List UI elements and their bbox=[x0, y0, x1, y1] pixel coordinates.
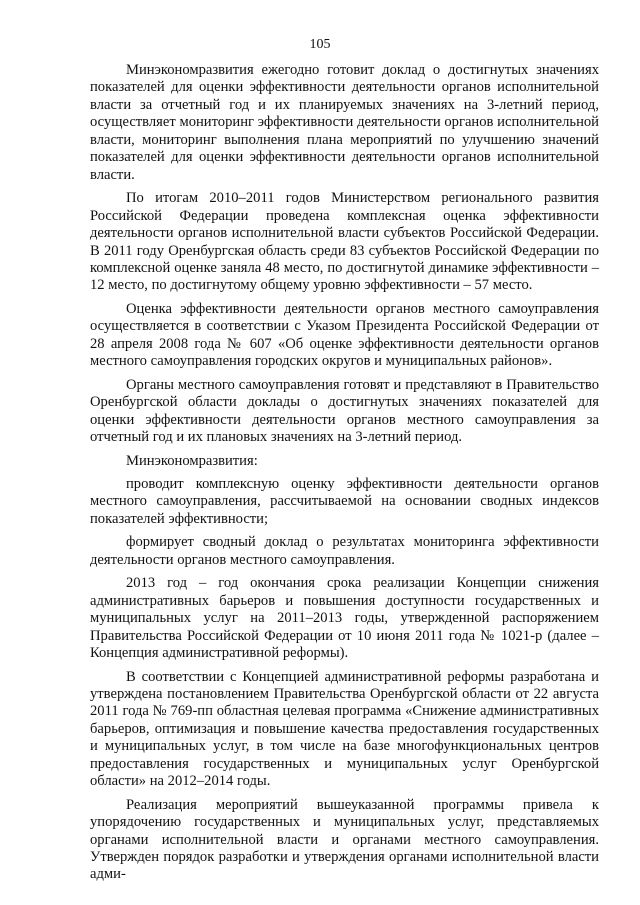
paragraph-ministry-heading: Минэкономразвития: bbox=[126, 452, 258, 469]
paragraph-comprehensive-assessment: проводит комплексную оценку эффективности деятельности органов местного самоуправления, рассчитываемой на основании сводных индексов показателей эффективности; bbox=[90, 475, 599, 527]
paragraph-summary-report: формирует сводный доклад о результатах мониторинга эффективности деятельности органов местного самоуправления. bbox=[90, 534, 599, 568]
body-text bbox=[90, 62, 599, 890]
paragraph-2013-concept: 2013 год – год окончания срока реализации Концепции снижения административных барьеров и повышения доступности государственных и муниципальных услуг на 2011–2013 годы, утвержденной распоряжением Правительства Российской Федерации от 10 июня 2011 года № 1021-р (далее – Концепция административной реформы). bbox=[90, 575, 599, 662]
paragraph-2010-2011-assessment: По итогам 2010–2011 годов Министерством регионального развития Российской Федерации проведена комплексная оценка эффективности деятельности органов исполнительной власти субъектов Российской Федерации. В 2011 году Оренбургская область среди 83 субъектов Российской Федерации по комплексной оценке заняла 48 место, по достигнутой динамике эффективности – 12 место, по достигнутому общему уровню эффективности – 57 место. bbox=[90, 190, 599, 294]
paragraph-local-government-assessment: Оценка эффективности деятельности органов местного самоуправления осуществляется в соответствии с Указом Президента Российской Федерации от 28 апреля 2008 года № 607 «Об оценке эффективности деятельности органов местного самоуправления городских округов и муниципальных районов». bbox=[90, 300, 599, 370]
page-number: 105 bbox=[309, 37, 331, 52]
paragraph-regional-program: В соответствии с Концепцией административной реформы разработана и утверждена постановлением Правительства Оренбургской области от 22 августа 2011 года № 769-пп областная целевая программа «Снижение административных барьеров, оптимизация и повышение качества предоставления государственных и муниципальных услуг, в том числе на базе многофункциональных центров предоставления государственных и муниципальных услуг Оренбургской области» на 2012–2014 годы. bbox=[90, 668, 599, 790]
paragraph-report-on-indicators: Минэкономразвития ежегодно готовит доклад о достигнутых значениях показателей для оценки эффективности деятельности органов исполнительной власти за отчетный год и их планируемых значениях на 3-летний период, осуществляет мониторинг эффективности деятельности органов исполнительной власти, мониторинг выполнения плана мероприятий по улучшению значений показателей для оценки эффективности деятельности органов исполнительной власти. bbox=[90, 62, 599, 183]
paragraph-local-government-reports: Органы местного самоуправления готовят и представляют в Правительство Оренбургской области доклады о достигнутых значениях показателей для оценки эффективности деятельности органов местного самоуправления за отчетный год и их плановых значениях на 3-летний период. bbox=[90, 376, 599, 446]
paragraph-program-results: Реализация мероприятий вышеуказанной программы привела к упорядочению государственных и муниципальных услуг, представляемых органами исполнительной власти и органами местного самоуправления. Утвержден порядок разработки и утверждения органами исполнительной власти адми- bbox=[90, 796, 599, 883]
